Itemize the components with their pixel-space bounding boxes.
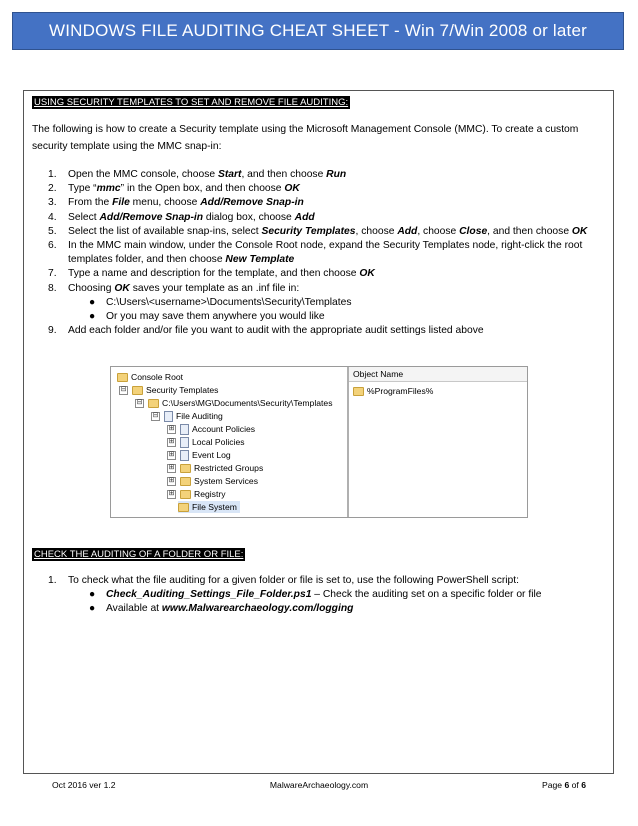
- section-title-security-templates: USING SECURITY TEMPLATES TO SET AND REMOVE FILE AUDITING:: [34, 97, 349, 108]
- header-banner: [12, 12, 624, 50]
- check-sublist: [68, 588, 607, 616]
- expand-icon[interactable]: ⊞: [168, 476, 175, 484]
- list-item: ● Or you may save them anywhere you would like: [68, 310, 607, 324]
- check-steps-list: [32, 574, 607, 617]
- steps-list: [32, 168, 607, 338]
- folder-icon: [132, 386, 143, 395]
- policy-icon: [180, 424, 189, 435]
- policy-icon: [180, 450, 189, 461]
- mmc-screenshot: [110, 366, 528, 518]
- section-title-check-auditing: CHECK THE AUDITING OF A FOLDER OR FILE:: [34, 549, 244, 560]
- folder-lock-icon: [178, 503, 189, 512]
- tree-node-file-system[interactable]: File System: [178, 501, 240, 513]
- collapse-icon[interactable]: ⊟: [136, 398, 143, 406]
- list-item: ● C:\Users\<username>\Documents\Security\Templates: [68, 296, 607, 310]
- mmc-tree-pane: [111, 367, 349, 517]
- list-item: 2. Type “mmc” in the Open box, and then choose OK: [48, 183, 300, 195]
- tree-node-event-log[interactable]: ⊞ Event Log: [168, 450, 231, 460]
- tree-node-file-auditing[interactable]: ⊟ File Auditing: [152, 411, 223, 421]
- tree-node-local-policies[interactable]: ⊞ Local Policies: [168, 437, 245, 447]
- collapse-icon[interactable]: ⊟: [120, 385, 127, 393]
- list-item: ● Check_Auditing_Settings_File_Folder.ps1 – Check the auditing set on a specific folder or file: [68, 588, 607, 602]
- footer-site: MalwareArchaeology.com: [269, 780, 369, 790]
- bullet-icon: ●: [89, 296, 96, 308]
- column-header-object-name[interactable]: Object Name: [349, 367, 527, 382]
- list-item: 1. Open the MMC console, choose Start, and then choose Run: [48, 169, 347, 180]
- footer-version: Oct 2016 ver 1.2: [52, 780, 116, 790]
- list-item: 1. To check what the file auditing for a given folder or file is set to, use the following PowerShell script: ● Check_Auditing_Settings_File_Folder.ps1 – Check the auditing set on a specific folder or file ● Available at www.Malwarearchaeology.com/logging: [32, 574, 607, 617]
- list-item: 9. Add each folder and/or file you want to audit with the appropriate audit settings listed above: [48, 325, 484, 337]
- expand-icon[interactable]: ⊞: [168, 450, 175, 458]
- list-item: 7. Type a name and description for the template, and then choose OK: [48, 268, 375, 280]
- tree-node-account-policies[interactable]: ⊞ Account Policies: [168, 424, 256, 434]
- policy-icon: [180, 437, 189, 448]
- list-item: 3. From the File menu, choose Add/Remove Snap-in: [48, 197, 304, 209]
- tree-node-registry[interactable]: ⊞ Registry: [168, 489, 226, 499]
- folder-lock-icon: [180, 464, 191, 473]
- tree-node-restricted-groups[interactable]: ⊞ Restricted Groups: [168, 463, 264, 473]
- tree-node-system-services[interactable]: ⊞ System Services: [168, 476, 258, 486]
- tree-node-templates-path[interactable]: ⊟ C:\Users\MG\Documents\Security\Templates: [136, 398, 333, 408]
- list-item: 8. Choosing OK saves your template as an .inf file in: ● C:\Users\<username>\Documents\Security\Templates ● Or you may save them anywhere you would like: [32, 282, 607, 325]
- folder-icon: [117, 373, 128, 382]
- expand-icon[interactable]: ⊞: [168, 489, 175, 497]
- list-item: 4. Select Add/Remove Snap-in dialog box, choose Add: [48, 211, 315, 223]
- footer-page-number: Page 6 of 6: [542, 780, 586, 790]
- list-item: 5. Select the list of available snap-ins, select Security Templates, choose Add, choose Close, and then choose OK: [48, 225, 588, 237]
- bullet-icon: ●: [89, 589, 96, 601]
- list-item: 6. In the MMC main window, under the Console Root node, expand the Security Templates node, right-click the root templates folder, and then choose New Template: [48, 240, 583, 266]
- mmc-details-pane: [349, 367, 527, 517]
- folder-lock-icon: [180, 490, 191, 499]
- bullet-icon: ●: [89, 311, 96, 323]
- list-item: ● Available at www.Malwarearchaeology.com/logging: [68, 602, 607, 616]
- folder-icon: [148, 399, 159, 408]
- folder-lock-icon: [180, 477, 191, 486]
- intro-paragraph: The following is how to create a Security template using the Microsoft Management Console (MMC). To create a custom security template using the MMC snap-in:: [32, 124, 579, 152]
- expand-icon[interactable]: ⊞: [168, 437, 175, 445]
- tree-node-console-root[interactable]: Console Root: [117, 371, 183, 383]
- collapse-icon[interactable]: ⊟: [152, 411, 159, 419]
- tree-node-security-templates[interactable]: ⊟ Security Templates: [120, 385, 219, 395]
- template-icon: [164, 411, 173, 422]
- page-title: WINDOWS FILE AUDITING CHEAT SHEET - Win 7/Win 2008 or later: [49, 21, 587, 40]
- folder-icon: [353, 387, 364, 396]
- expand-icon[interactable]: ⊞: [168, 463, 175, 471]
- step8-sublist: [68, 296, 607, 324]
- object-row[interactable]: %ProgramFiles%: [353, 385, 433, 397]
- expand-icon[interactable]: ⊞: [168, 424, 175, 432]
- bullet-icon: ●: [89, 603, 96, 615]
